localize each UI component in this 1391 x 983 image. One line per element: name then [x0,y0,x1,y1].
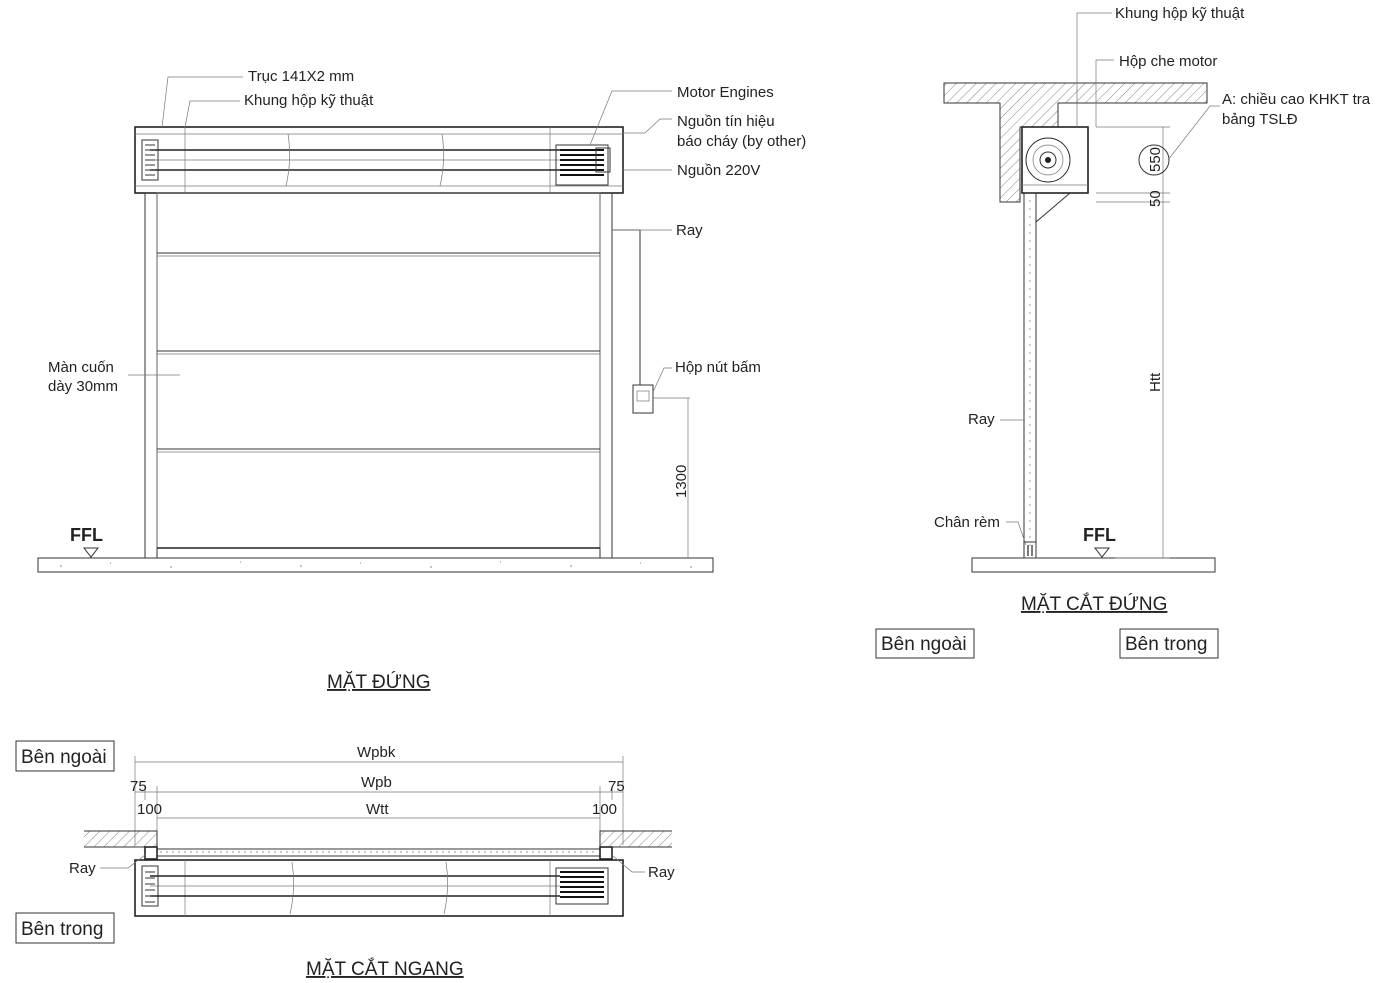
section-note-line-1: A: chiều cao KHKT tra [1222,91,1371,108]
section-ffl-marker [1095,548,1109,557]
section-outside-label: Bên ngoài [881,634,967,655]
section-bottom-bar-label: Chân rèm [934,514,1000,531]
plan-left-wall [84,831,157,847]
plan-motor [556,868,608,904]
rail-label: Ray [676,222,703,239]
section-floor [972,558,1215,572]
section-ffl-label: FFL [1083,525,1116,545]
tech-box-label: Khung hộp kỹ thuật [244,92,374,109]
curtain-label-2: dày 30mm [48,378,119,395]
elevation-height-dim: 1300 [673,464,690,498]
plan-dim-left-75: 75 [130,778,147,795]
plan-dim-right-75: 75 [608,778,625,795]
elevation-view [38,68,806,693]
floor-speckles [60,562,692,567]
plan-right-wall [600,831,672,847]
plan-dim-wpbk: Wpbk [357,744,396,761]
motor-engine [556,145,610,185]
plan-dim-right-100: 100 [592,801,618,818]
button-box-label: Hộp nút bấm [675,359,761,376]
shaft-label: Trục 141X2 mm [248,68,355,85]
motor-label: Motor Engines [677,84,774,101]
section-note-line-2: bảng TSLĐ [1222,111,1298,128]
elevation-ffl-marker [84,548,98,557]
button-box [633,385,653,413]
fire-signal-label-1: Nguồn tín hiệu [677,113,775,130]
section-dim-550: 550 [1147,146,1164,172]
curtain [157,193,600,548]
section-rail-label: Ray [968,411,995,428]
plan-title: MẶT CẮT NGANG [306,959,464,980]
elevation-floor [38,558,713,572]
fire-signal-label-2: báo cháy (by other) [677,133,807,150]
left-rail [145,193,157,558]
plan-dim-wpb: Wpb [361,774,392,791]
section-title: MẶT CẮT ĐỨNG [1021,594,1168,615]
section-rail [1024,193,1036,558]
plan-dim-wtt: Wtt [366,801,389,818]
motor-cover-label: Hộp che motor [1119,53,1218,70]
plan-left-rail [145,847,157,859]
section-dim-50: 50 [1147,190,1164,207]
plan-right-rail [600,847,612,859]
section-view [876,5,1371,658]
plan-rail-right-label: Ray [648,864,675,881]
elevation-title: MẶT ĐỨNG [327,672,431,693]
section-htt-label: Htt [1147,372,1164,392]
power-label: Nguồn 220V [677,162,761,179]
plan-inside-label: Bên trong [21,919,104,940]
plan-view [16,741,675,980]
section-inside-label: Bên trong [1125,634,1208,655]
plan-curtain [157,849,600,856]
ceiling-slab [944,83,1207,202]
elevation-ffl-label: FFL [70,525,103,545]
curtain-label-1: Màn cuốn [48,359,114,376]
section-tech-box-label: Khung hộp kỹ thuật [1115,5,1245,22]
motor-cover [1022,127,1088,193]
plan-outside-label: Bên ngoài [21,747,107,768]
right-rail [600,193,612,558]
plan-rail-left-label: Ray [69,860,96,877]
plan-dim-left-100: 100 [137,801,163,818]
